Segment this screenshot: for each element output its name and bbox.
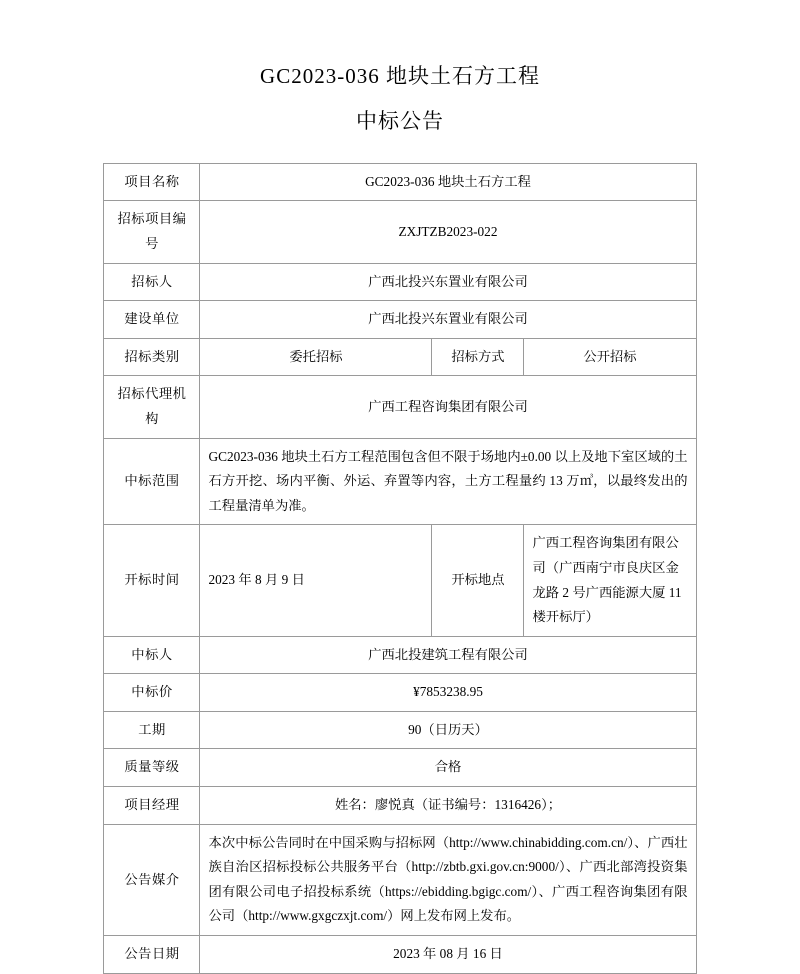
agency-value: 广西工程咨询集团有限公司 [200, 376, 696, 438]
table-row [104, 263, 696, 301]
tender-no-label: 招标项目编号 [104, 201, 200, 263]
media-label: 公告媒介 [104, 824, 200, 935]
bid-price-value: ¥7853238.95 [200, 674, 696, 712]
construction-unit-label: 建设单位 [104, 301, 200, 339]
table-row [104, 525, 696, 636]
tenderer-label: 招标人 [104, 263, 200, 301]
tender-category-value: 委托招标 [200, 338, 432, 376]
bid-open-place-label: 开标地点 [432, 525, 524, 636]
table-row [104, 711, 696, 749]
quality-value: 合格 [200, 749, 696, 787]
tender-method-label: 招标方式 [432, 338, 524, 376]
table-row [104, 674, 696, 712]
bid-open-time-label: 开标时间 [104, 525, 200, 636]
tender-no-value: ZXJTZB2023-022 [200, 201, 696, 263]
manager-label: 项目经理 [104, 787, 200, 825]
bid-open-time-value: 2023 年 8 月 9 日 [200, 525, 432, 636]
table-row [104, 163, 696, 201]
tender-category-label: 招标类别 [104, 338, 200, 376]
table-row [104, 376, 696, 438]
publish-date-value: 2023 年 08 月 16 日 [200, 936, 696, 974]
document-title-block [0, 0, 800, 137]
manager-value: 姓名：廖悦真（证书编号：1316426）； [200, 787, 696, 825]
duration-label: 工期 [104, 711, 200, 749]
project-name-value: GC2023-036 地块土石方工程 [200, 163, 696, 201]
page-title-line-1: GC2023-036 地块土石方工程 [260, 64, 540, 88]
table-row [104, 787, 696, 825]
duration-value: 90（日历天） [200, 711, 696, 749]
project-name-label: 项目名称 [104, 163, 200, 201]
winner-value: 广西北投建筑工程有限公司 [200, 636, 696, 674]
media-value: 本次中标公告同时在中国采购与招标网（http://www.chinabidding.com.cn/）、广西壮族自治区招标投标公共服务平台（http://zbtb.gxi.gov.cn:9000/）、广西北部湾投资集团有限公司电子招投标系统（https://ebidding.bgigc.com/）、广西工程咨询集团有限公司（http://www.gxgczxjt.com/）网上发布网上发布。 [200, 824, 696, 935]
bid-price-label: 中标价 [104, 674, 200, 712]
table-row [104, 201, 696, 263]
quality-label: 质量等级 [104, 749, 200, 787]
tenderer-value: 广西北投兴东置业有限公司 [200, 263, 696, 301]
publish-date-label: 公告日期 [104, 936, 200, 974]
table-row [104, 338, 696, 376]
table-row [104, 824, 696, 935]
bid-open-place-value: 广西工程咨询集团有限公司（广西南宁市良庆区金龙路 2 号广西能源大厦 11 楼开标厅） [524, 525, 696, 636]
table-row [104, 438, 696, 525]
agency-label: 招标代理机构 [104, 376, 200, 438]
table-row [104, 749, 696, 787]
scope-value: GC2023-036 地块土石方工程范围包含但不限于场地内±0.00 以上及地下室区域的土石方开挖、场内平衡、外运、弃置等内容，土方工程量约 13 万㎥，以最终发出的工程量清单为准。 [200, 438, 696, 525]
scope-label: 中标范围 [104, 438, 200, 525]
page-title-line-2: 中标公告 [356, 109, 444, 134]
table-row [104, 301, 696, 339]
announcement-table [103, 163, 696, 974]
construction-unit-value: 广西北投兴东置业有限公司 [200, 301, 696, 339]
table-row [104, 936, 696, 974]
table-row [104, 636, 696, 674]
winner-label: 中标人 [104, 636, 200, 674]
tender-method-value: 公开招标 [524, 338, 696, 376]
